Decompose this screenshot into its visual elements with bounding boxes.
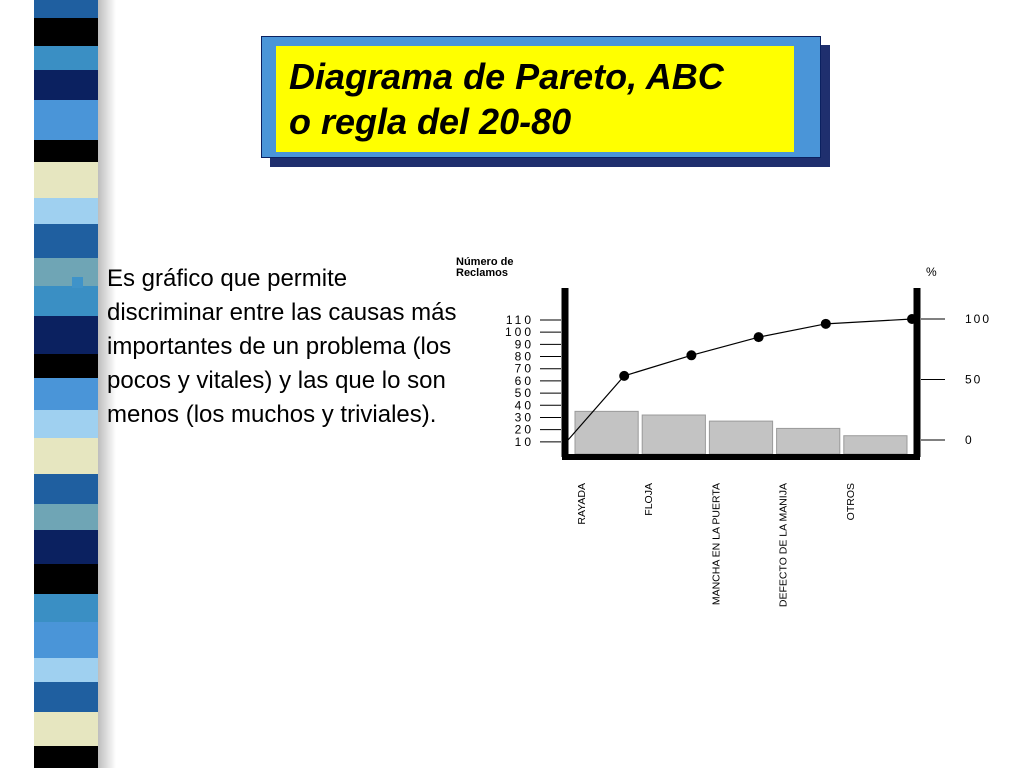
stripe-segment: [34, 258, 98, 286]
stripe-segment: [34, 18, 98, 46]
left-tick-label: 110: [505, 313, 534, 327]
stripe-segment: [34, 140, 98, 162]
left-tick-label: 90: [514, 337, 534, 352]
stripe-segment: [34, 530, 98, 564]
stripe-segment: [34, 70, 98, 100]
stripe-segment: [34, 564, 98, 594]
left-tick-label: 70: [514, 361, 534, 376]
bar: [777, 428, 840, 454]
pareto-chart: [440, 240, 1000, 610]
stripe-segment: [34, 286, 98, 316]
cumulative-point: [821, 319, 831, 329]
left-tick-label: 100: [504, 325, 534, 340]
left-axis-title-line-2: Reclamos: [456, 267, 508, 279]
stripe-segment: [34, 198, 98, 224]
category-label: DEFECTO DE LA MANIJA: [777, 483, 790, 608]
decorative-stripe-bar: [34, 0, 98, 768]
stripe-segment: [34, 712, 98, 746]
right-tick-label: 0: [965, 433, 974, 447]
stripe-segment: [34, 474, 98, 504]
stripe-segment: [34, 316, 98, 354]
title-line-1: Diagrama de Pareto, ABC: [289, 56, 724, 97]
left-axis-title-line-1: Número de: [456, 256, 514, 268]
category-label: FLOJA: [643, 483, 656, 516]
right-tick-label: 100: [965, 312, 992, 326]
stripe-segment: [34, 658, 98, 682]
bar: [709, 421, 772, 454]
category-label: RAYADA: [576, 483, 588, 525]
cumulative-point: [686, 350, 696, 360]
stripe-segment: [34, 378, 98, 410]
stripe-segment: [34, 162, 98, 198]
right-axis-title: %: [926, 265, 937, 279]
left-tick-label: 50: [514, 386, 534, 401]
left-tick-label: 60: [514, 373, 534, 388]
left-tick-label: 80: [514, 349, 534, 364]
stripe-segment: [34, 594, 98, 622]
cumulative-point: [619, 371, 629, 381]
slide-title: [289, 54, 809, 144]
stripe-segment: [34, 622, 98, 658]
left-tick-label: 10: [514, 434, 534, 449]
bar: [844, 436, 907, 454]
bullet-icon: [72, 277, 83, 288]
left-tick-label: 40: [514, 398, 534, 413]
stripe-segment: [34, 746, 98, 768]
category-label: MANCHA EN LA PUERTA: [710, 483, 723, 606]
stripe-segment: [34, 438, 98, 474]
stripe-segment: [34, 224, 98, 258]
stripe-segment: [34, 0, 98, 18]
bullet-text: Es gráfico que permite discriminar entre las causas más importantes de un problema (los pocos y vitales) y las que lo son menos (los muchos y triviales).: [107, 265, 457, 428]
stripe-segment: [34, 682, 98, 712]
left-tick-label: 20: [514, 422, 534, 437]
stripe-segment: [34, 100, 98, 140]
cumulative-point: [907, 314, 917, 324]
title-line-2: o regla del 20-80: [289, 101, 572, 142]
stripe-segment: [34, 410, 98, 438]
left-tick-label: 30: [514, 410, 534, 425]
bar: [642, 415, 705, 454]
cumulative-point: [754, 332, 764, 342]
stripe-segment: [34, 46, 98, 70]
right-tick-label: 50: [965, 372, 983, 387]
stripe-segment: [34, 504, 98, 530]
stripe-segment: [34, 354, 98, 378]
bar: [575, 411, 638, 454]
category-label: OTROS: [844, 483, 857, 521]
